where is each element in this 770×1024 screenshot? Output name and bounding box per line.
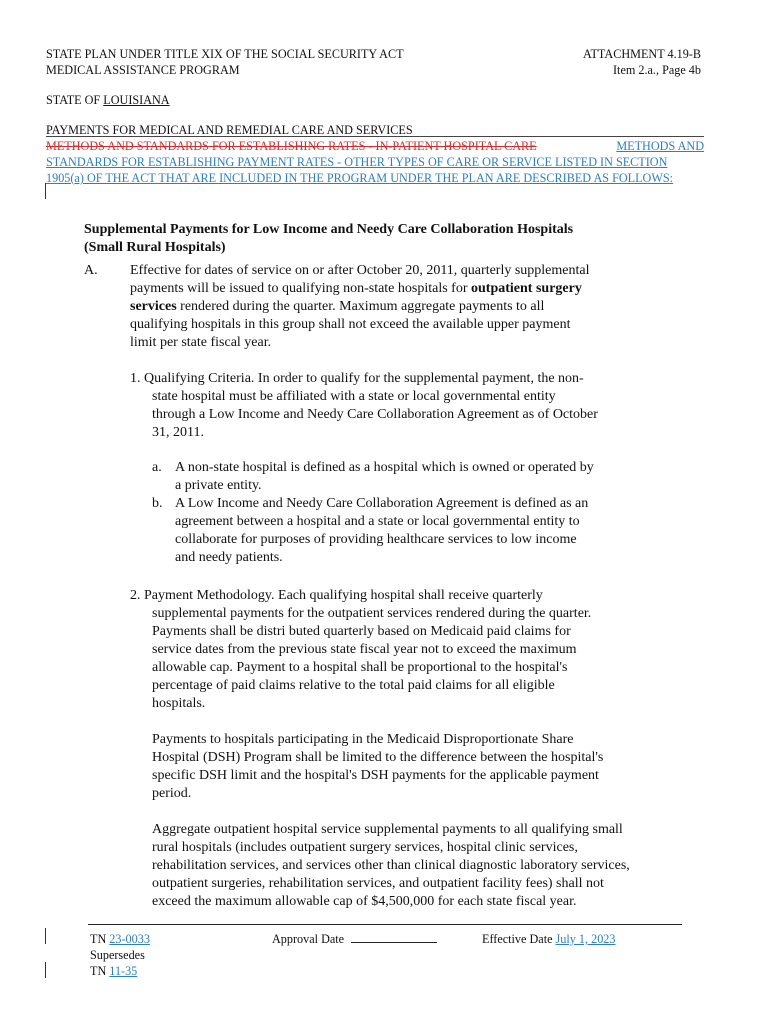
paragraph-a-line — [130, 280, 590, 298]
inserted-text-2: STANDARDS FOR ESTABLISHING PAYMENT RATES - OTHER TYPES OF CARE OR SERVICE LISTED IN SECTION — [46, 155, 668, 169]
approval-label: Approval Date — [272, 932, 345, 946]
item-1b-marker: b. — [152, 496, 163, 511]
effective-date — [482, 931, 615, 947]
section-title — [84, 221, 573, 257]
paragraph-a-bold: outpatient surgery — [471, 281, 582, 296]
revision-bar — [45, 183, 46, 199]
tn-old-value: -0033 — [121, 932, 150, 946]
revision-line-1 — [46, 138, 704, 154]
approval-date-blank — [351, 932, 437, 943]
state-line — [46, 92, 170, 108]
item-2-line: supplemental payments for the outpatient services rendered during the quarter. — [152, 606, 592, 621]
item-1a — [175, 459, 594, 495]
aggregate-line: outpatient surgeries, rehabilitation services, and outpatient facility fees) shall not — [152, 876, 604, 891]
paragraph-a-text: rendered during the quarter. Maximum aggregate payments to all — [176, 299, 545, 314]
paragraph-a-bold: services — [130, 299, 177, 314]
program-title: MEDICAL ASSISTANCE PROGRAM — [46, 63, 240, 77]
item-1b-line: and needy patients. — [175, 550, 283, 565]
paragraph-a-marker: A. — [84, 263, 98, 278]
item-1b-line: collaborate for purposes of providing healthcare services to low income — [175, 532, 577, 547]
tn-label: TN — [90, 932, 107, 946]
aggregate-paragraph — [152, 821, 630, 911]
dsh-line: period. — [152, 786, 192, 801]
paragraph-a-line: Effective for dates of service on or after October 20, 2011, quarterly supplemental — [130, 263, 590, 278]
item-1-line: through a Low Income and Needy Care Collaboration Agreement as of October — [152, 407, 598, 422]
tn2-label: TN — [90, 964, 107, 978]
item-2-line: Payments shall be distri buted quarterly based on Medicaid paid claims for — [152, 624, 571, 639]
paragraph-a — [130, 262, 590, 352]
inserted-text-1: METHODS AND — [616, 139, 704, 153]
inserted-text-3: 1905(a) OF THE ACT THAT ARE INCLUDED IN THE PROGRAM UNDER THE PLAN ARE DESCRIBED AS FOLLOWS: — [46, 171, 674, 185]
effective-value: July 1, 2023 — [555, 932, 616, 946]
section-title-line-1: Supplemental Payments for Low Income and Needy Care Collaboration Hospitals — [84, 222, 574, 237]
item-1b-line: agreement between a hospital and a state or local governmental entity to — [175, 514, 580, 529]
paragraph-a-line — [130, 298, 590, 316]
revision-bar-footer-1 — [45, 928, 46, 944]
approval-date — [272, 931, 437, 947]
item-1-body — [152, 388, 598, 442]
aggregate-line: rehabilitation services, and services other than clinical diagnostic laboratory services, — [152, 858, 630, 873]
aggregate-line: rural hospitals (includes outpatient surgery services, hospital clinic services, — [152, 840, 578, 855]
dsh-line: Hospital (DSH) Program shall be limited to the difference between the hospital's — [152, 750, 604, 765]
aggregate-line: Aggregate outpatient hospital service supplemental payments to all qualifying small — [152, 822, 623, 837]
section-title-line-2: (Small Rural Hospitals) — [84, 240, 226, 255]
transmittal-number — [90, 931, 150, 947]
deleted-text: METHODS AND STANDARDS FOR ESTABLISHING RATES - IN-PATIENT HOSPITAL CARE — [46, 139, 537, 153]
item-1b-line: A Low Income and Needy Care Collaboration Agreement is defined as an — [175, 496, 589, 511]
item-2-line: service dates from the previous state fiscal year not to exceed the maximum — [152, 642, 577, 657]
tn2-value: 11-35 — [109, 964, 138, 978]
payments-title: PAYMENTS FOR MEDICAL AND REMEDIAL CARE AND SERVICES — [46, 123, 413, 137]
item-1a-line: A non-state hospital is defined as a hospital which is owned or operated by — [175, 460, 594, 475]
paragraph-a-line: qualifying hospitals in this group shall not exceed the available upper payment — [130, 317, 571, 332]
effective-label: Effective Date — [482, 932, 553, 946]
supersedes-label: Supersedes — [90, 948, 145, 962]
item-1b — [175, 495, 588, 567]
attachment-number: ATTACHMENT 4.19-B — [583, 47, 701, 61]
state-plan-title: STATE PLAN UNDER TITLE XIX OF THE SOCIAL SECURITY ACT — [46, 47, 404, 61]
tn-new-value: 23 — [109, 932, 122, 946]
item-2-line: hospitals. — [152, 696, 206, 711]
paragraph-a-text: payments will be issued to qualifying non-state hospitals for — [130, 281, 472, 296]
state-label: STATE OF — [46, 93, 101, 107]
item-2-body — [152, 605, 591, 713]
item-1a-marker: a. — [152, 460, 162, 475]
dsh-line: Payments to hospitals participating in the Medicaid Disproportionate Share — [152, 732, 574, 747]
item-1a-line: a private entity. — [175, 478, 262, 493]
paragraph-a-line: limit per state fiscal year. — [130, 335, 272, 350]
header-divider — [46, 136, 704, 137]
revision-bar-footer-2 — [45, 962, 46, 978]
superseded-tn — [90, 963, 137, 979]
item-2-first-line: 2. Payment Methodology. Each qualifying hospital shall receive quarterly — [130, 588, 543, 603]
item-1-line: 31, 2011. — [152, 425, 204, 440]
footer-divider — [88, 924, 682, 925]
aggregate-line: exceed the maximum allowable cap of $4,500,000 for each state fiscal year. — [152, 894, 577, 909]
state-name: LOUISIANA — [103, 93, 170, 107]
dsh-paragraph — [152, 731, 603, 803]
item-2-line: allowable cap. Payment to a hospital shall be proportional to the hospital's — [152, 660, 568, 675]
item-1-line: state hospital must be affiliated with a state or local governmental entity — [152, 389, 556, 404]
item-2-line: percentage of paid claims relative to the total paid claims for all eligible — [152, 678, 555, 693]
item-page: Item 2.a., Page 4b — [613, 63, 701, 77]
dsh-line: specific DSH limit and the hospital's DSH payments for the applicable payment — [152, 768, 599, 783]
item-1-first-line: 1. Qualifying Criteria. In order to qualify for the supplemental payment, the non- — [130, 371, 584, 386]
